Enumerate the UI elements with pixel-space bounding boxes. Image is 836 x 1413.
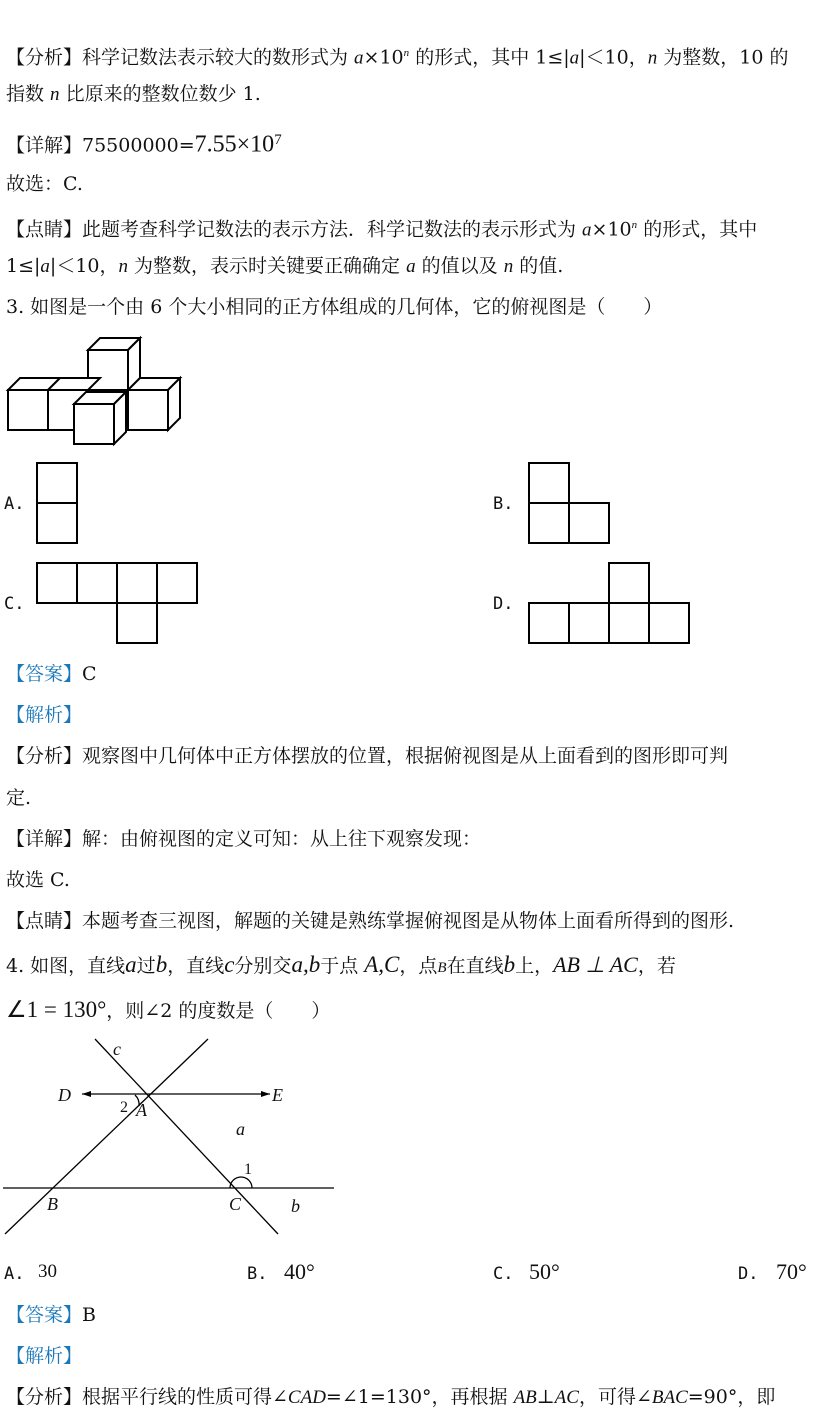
label-b: b <box>291 1196 300 1216</box>
cubes-solid-figure <box>0 330 200 450</box>
q4-option-c-label[interactable]: C. <box>493 1264 514 1284</box>
var-a: a <box>569 47 580 69</box>
q3-option-b-figure[interactable] <box>528 462 612 546</box>
var-ab: a,b <box>291 952 321 977</box>
label-angle-1: 1 <box>244 1161 252 1178</box>
q2-detail <box>6 127 282 158</box>
label-d: D <box>58 1085 71 1105</box>
q4-stem-line2 <box>6 997 330 1024</box>
q4-analysis-text: =∠1=130°，再根据 <box>325 1386 514 1408</box>
var-n: n <box>118 256 129 277</box>
q4-stem-line1 <box>6 952 676 981</box>
label-angle-2: 2 <box>120 1099 128 1116</box>
var-a: a <box>406 256 416 277</box>
q2-analysis-line1 <box>6 40 789 71</box>
q3-option-d-label[interactable]: D. <box>493 594 514 614</box>
line-ab <box>5 1039 208 1234</box>
q4-analysis-text: ，可得∠ <box>578 1386 652 1408</box>
var-a: a <box>40 256 50 277</box>
q2-comment-text: 【点睛】此题考查科学记数法的表示方法．科学记数法的表示形式为 <box>6 218 583 241</box>
exponent-n: n <box>631 219 638 231</box>
answer-label: 【答案】 <box>6 663 83 685</box>
q4-stem-text: 4. 如图，直线 <box>6 955 126 977</box>
times-ten: ×10 <box>591 218 632 241</box>
q3-analysis-line1: 【分析】观察图中几何体中正方体摆放的位置，根据俯视图是从上面看到的图形即可判 <box>6 745 729 767</box>
label-c: c <box>113 1039 121 1059</box>
angle-name: BAC <box>651 1387 688 1408</box>
q2-comment-text: 1≤| <box>6 255 41 277</box>
q4-stem-text: ，则∠2 的度数是（ ） <box>106 1000 331 1022</box>
q3-option-b-label[interactable]: B. <box>493 494 514 514</box>
q2-comment-line1 <box>6 212 757 243</box>
label-point-b: B <box>47 1194 58 1214</box>
var-a: a <box>582 219 592 241</box>
q4-stem-text: 过 <box>136 955 156 977</box>
angle-name: CAD <box>287 1387 326 1408</box>
q3-option-d-figure[interactable] <box>528 562 692 646</box>
q4-option-d-label[interactable]: D. <box>738 1264 759 1284</box>
q2-analysis-text: |＜10， <box>579 46 648 69</box>
q4-analysis-text: 【分析】根据平行线的性质可得∠ <box>6 1386 288 1408</box>
q2-analysis-text: 【分析】科学记数法表示较大的数形式为 <box>6 46 355 69</box>
var-a: a <box>354 47 364 69</box>
q2-analysis-text: 的形式，其中 1≤| <box>409 46 570 69</box>
times-ten: ×10 <box>363 46 404 69</box>
q3-option-a-figure[interactable] <box>36 462 80 546</box>
q3-option-a-label[interactable]: A. <box>4 494 25 514</box>
q2-comment-text: 的形式，其中 <box>637 218 758 241</box>
q4-stem-text: ，直线 <box>167 955 225 977</box>
q4-stem-text: 在直线 <box>446 955 504 977</box>
q4-answer <box>6 1302 96 1328</box>
q3-comment: 【点睛】本题考查三视图，解题的关键是熟练掌握俯视图是从物体上面看所得到的图形. <box>6 910 735 932</box>
q4-analysis <box>6 1384 775 1411</box>
q4-stem-text: 上， <box>515 955 554 977</box>
var-n: n <box>503 256 514 277</box>
q4-geometry-figure <box>0 1035 340 1240</box>
q2-analysis-line2 <box>6 81 261 108</box>
var-b: b <box>503 952 516 977</box>
segment-ac: AC <box>554 1387 579 1408</box>
var-c: c <box>224 952 235 977</box>
q4-stem-text: 于点 <box>320 955 365 977</box>
formula-exponent: 7 <box>274 132 282 148</box>
q4-stem-text: 分别交 <box>234 955 292 977</box>
q2-choice: 故选：C. <box>6 173 83 195</box>
q2-analysis-text: 为整数，10 的 <box>657 46 789 69</box>
label-point-a: A <box>136 1100 147 1120</box>
point-b: B <box>437 960 447 976</box>
perpendicular-expr: AB ⊥ AC <box>553 952 638 977</box>
q2-comment-text: 的值以及 <box>415 255 504 277</box>
angle-expr: ∠1 = 130° <box>6 997 107 1022</box>
q3-answer <box>6 661 97 687</box>
q3-detail: 【详解】解：由俯视图的定义可知：从上往下观察发现： <box>6 828 482 850</box>
q3-explain-label: 【解析】 <box>6 704 83 726</box>
label-point-c: C <box>229 1194 242 1214</box>
var-n: n <box>50 84 60 105</box>
q4-stem-text: ，点 <box>399 955 438 977</box>
q4-option-c-value[interactable]: 50° <box>529 1259 560 1284</box>
q4-explain-label: 【解析】 <box>6 1345 83 1367</box>
q2-comment-text: 为整数，表示时关键要正确确定 <box>128 255 407 277</box>
perp-symbol: ⊥ <box>536 1386 555 1408</box>
segment-ab: AB <box>513 1387 537 1408</box>
q3-analysis-line2: 定. <box>6 787 32 809</box>
q2-comment-line2 <box>6 253 563 280</box>
q3-option-c-label[interactable]: C. <box>4 594 25 614</box>
q3-stem: 3. 如图是一个由 6 个大小相同的正方体组成的几何体，它的俯视图是（ ） <box>6 296 663 318</box>
var-n: n <box>647 47 658 69</box>
var-b: b <box>155 952 168 977</box>
q4-analysis-text: =90°，即 <box>687 1386 776 1408</box>
q4-option-a-label[interactable]: A. <box>4 1264 25 1284</box>
q2-detail-text: 【详解】75500000= <box>6 134 195 157</box>
exponent-n: n <box>403 47 410 59</box>
label-a: a <box>236 1119 245 1139</box>
q2-analysis-text: 指数 <box>6 83 51 105</box>
points-ac: A,C <box>364 952 400 977</box>
label-e: E <box>272 1085 283 1105</box>
answer-value: C <box>82 663 97 685</box>
answer-value: B <box>82 1304 96 1326</box>
q4-option-a-value[interactable]: 30 <box>38 1261 57 1282</box>
formula: 7.55×10 <box>194 131 275 158</box>
answer-label: 【答案】 <box>6 1304 83 1326</box>
q2-comment-text: 的值. <box>513 255 564 277</box>
q3-choice: 故选 C. <box>6 869 70 891</box>
q4-option-d-value[interactable]: 70° <box>776 1259 807 1284</box>
q2-analysis-text: 比原来的整数位数少 1. <box>59 83 261 105</box>
line-c <box>95 1039 278 1234</box>
q2-comment-text: |＜10， <box>49 255 119 277</box>
q4-option-b-label[interactable]: B. <box>247 1264 268 1284</box>
q3-option-c-figure[interactable] <box>36 562 200 646</box>
q4-stem-text: ，若 <box>637 955 676 977</box>
q4-option-b-value[interactable]: 40° <box>284 1259 315 1284</box>
var-a: a <box>125 952 137 977</box>
